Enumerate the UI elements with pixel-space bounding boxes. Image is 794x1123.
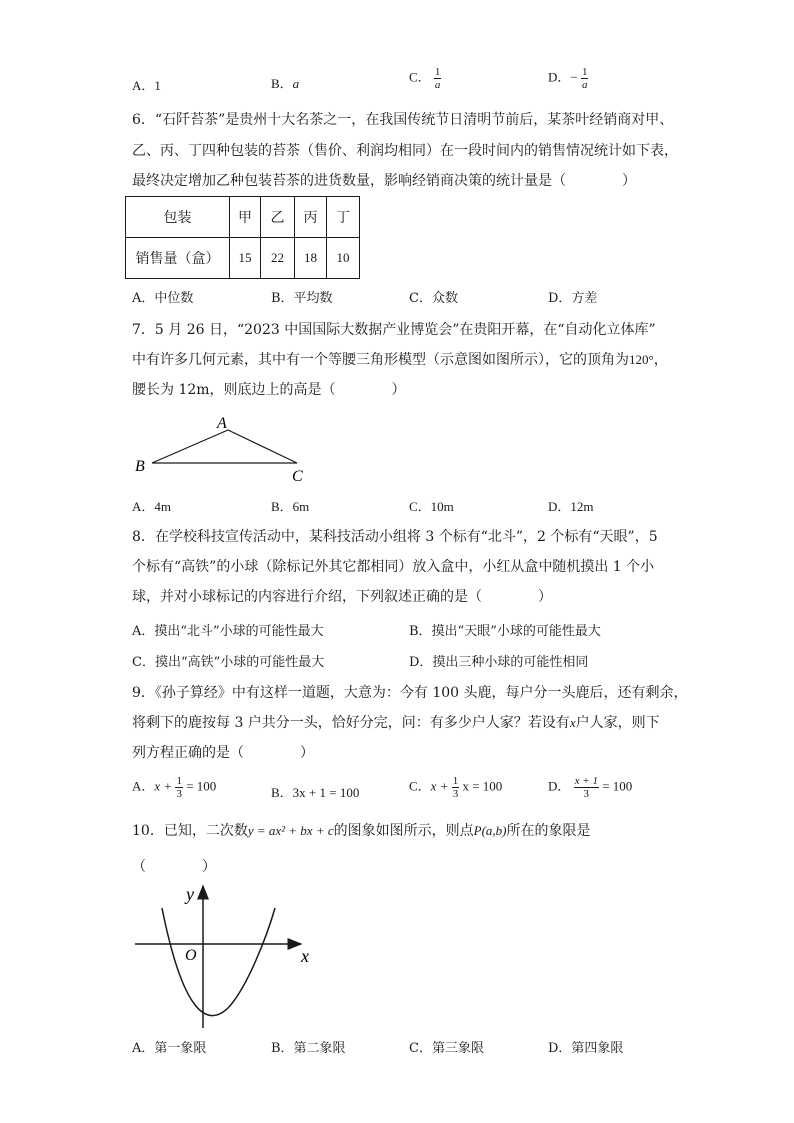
q9-option-b[interactable]: B．3x + 1 = 100 bbox=[271, 785, 360, 800]
table-header-cell: 丙 bbox=[295, 197, 327, 238]
table-cell: 10 bbox=[327, 238, 360, 279]
fraction: $\frac{x + 1}{3}$ bbox=[574, 775, 598, 800]
variable-x: x bbox=[569, 715, 576, 730]
q7-stem-line1: 7．5 月 26 日，“2023 中国国际大数据产业博览会”在贵阳开幕，在“自动化立体库” bbox=[132, 322, 656, 338]
table-cell: 18 bbox=[295, 238, 327, 279]
table-header-cell: 甲 bbox=[230, 197, 261, 238]
q6-stem-line2: 乙、丙、丁四种包装的苔茶（售价、利润均相同）在一段时间内的销售情况统计如下表， bbox=[132, 143, 678, 159]
q8-option-b[interactable]: B．摸出“天眼”小球的可能性最大 bbox=[409, 624, 601, 639]
q8-stem-line1: 8．在学校科技宣传活动中，某科技活动小组将 3 个标有“北斗”，2 个标有“天眼”，5 bbox=[132, 529, 658, 545]
q7-option-d[interactable]: D．12m bbox=[548, 499, 594, 514]
table-header-cell: 包装 bbox=[126, 197, 230, 238]
q8-option-d[interactable]: D．摸出三种小球的可能性相同 bbox=[409, 655, 589, 670]
q10-stem-line1: 10．已知，二次数y = ax² + bx + c的图象如图所示，则点P(a,b)所在的象限是 bbox=[132, 823, 591, 839]
table-row-label: 销售量（盒） bbox=[126, 238, 230, 279]
vertex-c-label: C bbox=[292, 468, 303, 485]
q8-stem-line2: 个标有“高铁”的小球（除标记外其它都相同）放入盒中，小红从盒中随机摸出 1 个小 bbox=[132, 559, 655, 575]
q10-stem-line2: （ ） bbox=[132, 859, 216, 875]
fraction: $\frac{1}{a}$ bbox=[581, 66, 588, 91]
parabola-graph bbox=[125, 878, 325, 1033]
parabola-curve bbox=[162, 908, 275, 1016]
q6-option-d[interactable]: D．方差 bbox=[548, 291, 598, 306]
point-p: P(a,b) bbox=[473, 823, 507, 838]
q8-option-c[interactable]: C．摸出“高铁”小球的可能性最大 bbox=[132, 655, 325, 670]
fraction: $\frac{1}{3}$ bbox=[176, 775, 182, 800]
triangle-figure bbox=[125, 408, 325, 488]
q10-option-b[interactable]: B．第二象限 bbox=[271, 1041, 346, 1056]
vertex-a-label: A bbox=[217, 415, 227, 432]
q5-option-b[interactable]: B．a bbox=[271, 76, 300, 91]
q9-stem-line3: 列方程正确的是（ ） bbox=[132, 745, 314, 761]
y-axis-label: y bbox=[186, 884, 194, 904]
q9-option-a[interactable]: A．x + $\frac{1}{3}$ = 100 bbox=[132, 775, 217, 800]
q9-option-c[interactable]: C．x + $\frac{1}{3}$ x = 100 bbox=[409, 775, 503, 800]
q10-option-d[interactable]: D．第四象限 bbox=[548, 1041, 624, 1056]
q10-option-a[interactable]: A．第一象限 bbox=[132, 1041, 207, 1056]
vertex-b-label: B bbox=[135, 458, 145, 475]
fraction: $\frac{1}{3}$ bbox=[452, 775, 459, 800]
q8-stem-line3: 球，并对小球标记的内容进行介绍，下列叙述正确的是（ ） bbox=[132, 589, 552, 605]
x-axis-label: x bbox=[301, 946, 309, 966]
origin-label: O bbox=[185, 947, 197, 964]
table-cell: 15 bbox=[230, 238, 261, 279]
q6-stem-line3: 最终决定增加乙种包装苔茶的进货数量，影响经销商决策的统计量是（ ） bbox=[132, 173, 636, 189]
q6-option-a[interactable]: A．中位数 bbox=[132, 291, 194, 306]
table-header-cell: 乙 bbox=[261, 197, 295, 238]
angle-value: 120° bbox=[629, 352, 654, 367]
q7-stem-line3: 腰长为 12m，则底边上的高是（ ） bbox=[132, 382, 406, 398]
q8-option-a[interactable]: A．摸出“北斗”小球的可能性最大 bbox=[132, 624, 324, 639]
q9-stem-line1: 9．《孙子算经》中有这样一道题，大意为：今有 100 头鹿，每户分一头鹿后，还有剩余， bbox=[132, 685, 688, 701]
q7-option-c[interactable]: C．10m bbox=[409, 499, 454, 514]
table-cell: 22 bbox=[261, 238, 295, 279]
q7-stem-line2: 中有许多几何元素，其中有一个等腰三角形模型（示意图如图所示），它的顶角为120°， bbox=[132, 352, 668, 368]
table-row bbox=[126, 197, 360, 238]
quadratic-formula: y = ax² + bx + c bbox=[247, 823, 334, 838]
q7-option-a[interactable]: A．4m bbox=[132, 499, 172, 514]
q7-option-b[interactable]: B．6m bbox=[271, 499, 310, 514]
fraction: $\frac{1}{a}$ bbox=[434, 66, 441, 91]
q6-option-c[interactable]: C．众数 bbox=[409, 291, 458, 306]
q10-option-c[interactable]: C．第三象限 bbox=[409, 1041, 484, 1056]
q9-stem-line2: 将剩下的鹿按每 3 户共分一头，恰好分完，问：有多少户人家？若设有x户人家，则下 bbox=[132, 715, 660, 731]
table-row bbox=[126, 238, 360, 279]
triangle-shape bbox=[152, 430, 297, 463]
q5-option-a[interactable]: A．1 bbox=[132, 78, 161, 93]
q6-stem-line1: 6．“石阡苔茶”是贵州十大名茶之一，在我国传统节日清明节前后，某茶叶经销商对甲、 bbox=[132, 112, 674, 128]
q5-option-d[interactable]: D．− $\frac{1}{a}$ bbox=[548, 66, 588, 91]
q9-option-d[interactable]: D． $\frac{x + 1}{3}$ = 100 bbox=[548, 775, 633, 800]
q5-option-c[interactable]: C． $\frac{1}{a}$ bbox=[409, 66, 441, 91]
table-header-cell: 丁 bbox=[327, 197, 360, 238]
sales-table bbox=[125, 196, 360, 279]
q6-option-b[interactable]: B．平均数 bbox=[271, 291, 333, 306]
